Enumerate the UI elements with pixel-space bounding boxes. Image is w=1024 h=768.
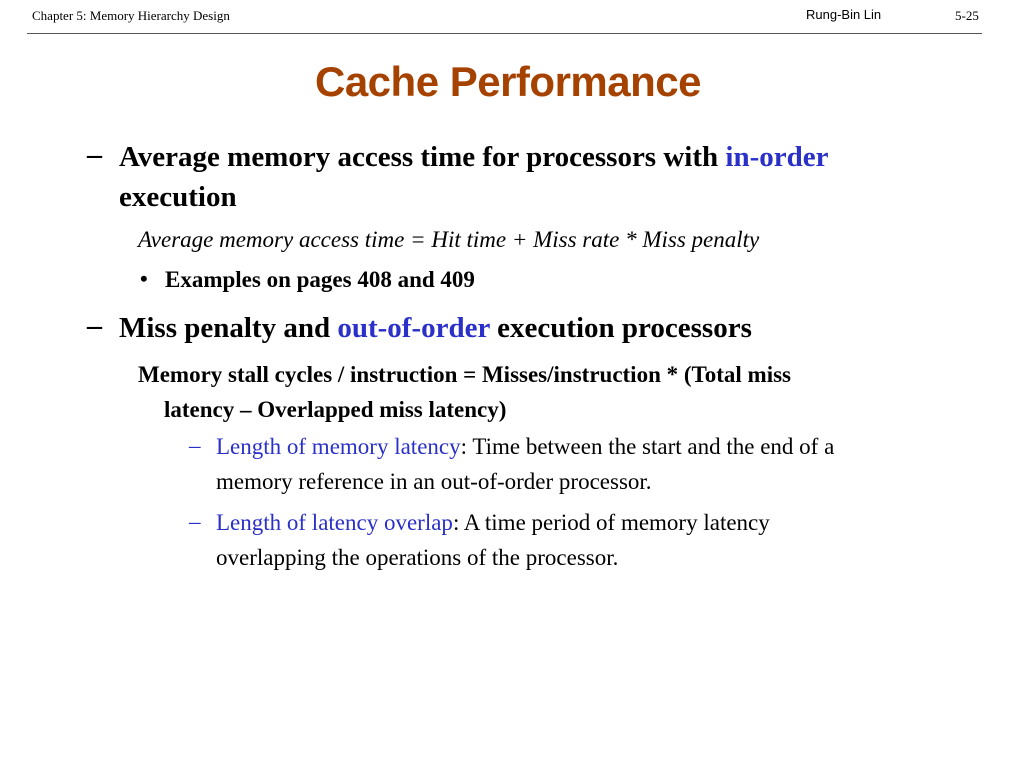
stall-line-2: latency – Overlapped miss latency) [164, 397, 507, 422]
sub-2-term: Length of latency overlap [216, 510, 453, 535]
bullet-dash-2: – [87, 309, 102, 342]
sub-2-def-2: overlapping the operations of the processor. [216, 545, 619, 570]
bullet-2 [119, 308, 752, 348]
bullet-2-accent: out-of-order [337, 312, 490, 344]
sub-dash-2: – [189, 509, 201, 534]
sub-bullet-2 [216, 505, 996, 575]
examples-text: Examples on pages 408 and 409 [165, 267, 475, 292]
bullet-dash-1: – [87, 138, 102, 171]
author-label: Rung-Bin Lin [806, 7, 882, 22]
bullet-1 [119, 137, 828, 217]
sub-1-def-1: : Time between the start and the end of a [460, 434, 835, 459]
chapter-label: Chapter 5: Memory Hierarchy Design [32, 8, 230, 23]
bullet-1-accent: in-order [725, 141, 829, 173]
page-number: 5-25 [955, 8, 979, 23]
slide-title: Cache Performance [314, 58, 701, 105]
sub-dash-1: – [189, 433, 201, 458]
bullet-1-text-a: Average memory access time for processors with [119, 141, 726, 173]
sub-1-def-2: memory reference in an out-of-order processor. [216, 469, 652, 494]
amat-formula: Average memory access time = Hit time + Miss rate * Miss penalty [138, 227, 760, 252]
sub-bullet-1 [216, 429, 996, 499]
stall-formula [138, 357, 968, 427]
bullet-2-text-a: Miss penalty and [119, 312, 338, 344]
stall-line-1: Memory stall cycles / instruction = Misses/instruction * (Total miss [138, 362, 792, 387]
bullet-2-text-b: execution processors [489, 312, 752, 344]
bullet-1-text-b: execution [119, 181, 237, 213]
examples-bullet-icon: • [140, 266, 148, 291]
sub-2-def-1: : A time period of memory latency [452, 510, 770, 535]
slide-header [0, 0, 1024, 40]
header-divider [27, 33, 982, 34]
sub-1-term: Length of memory latency [216, 434, 461, 459]
